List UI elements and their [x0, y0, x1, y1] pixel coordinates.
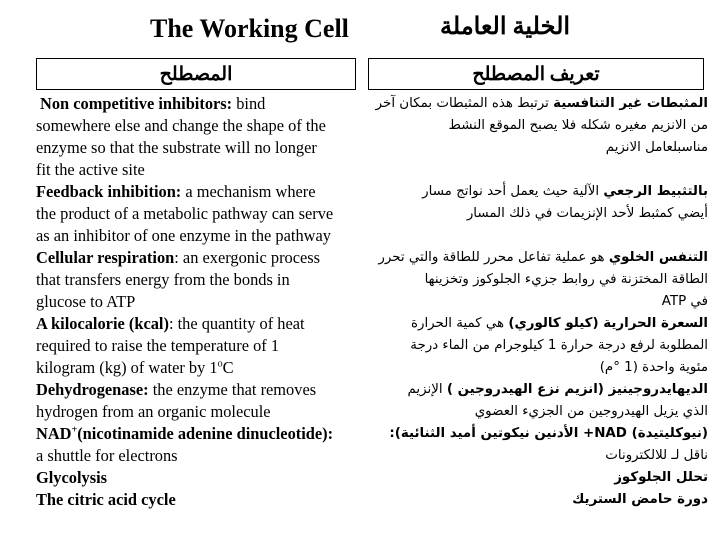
arabic-line: في ATP [661, 294, 708, 309]
page-title-english: The Working Cell [150, 14, 349, 43]
arabic-definitions-column [362, 93, 708, 511]
english-line: as an inhibitor of one enzyme in the pathway [36, 226, 331, 245]
english-line: hydrogen from an organic molecule [36, 402, 271, 421]
arabic-line: المثبطات غير التنافسية ترتبط هذه المثبطات بمكان آخر [375, 96, 708, 111]
term-citric-acid-cycle: The citric acid cycle [36, 490, 176, 509]
english-line: kilogram (kg) of water by 1$^o$C [36, 358, 234, 377]
english-line: required to raise the temperature of 1 [36, 336, 280, 355]
term-noncompetitive-inhibitors: Non competitive inhibitors: [40, 94, 233, 113]
arabic-line: ناقل لـ للالكترونات [605, 448, 708, 463]
english-line: Dehydrogenase: the enzyme that removes [36, 380, 317, 399]
english-line: Cellular respiration: an exergonic process [36, 248, 321, 267]
english-line: Non competitive inhibitors: bind [40, 94, 266, 113]
english-line: glucose to ATP [36, 292, 136, 311]
arabic-line: مناسبلعامل الانزيم [605, 140, 708, 155]
page-title-arabic: الخلية العاملة [440, 14, 571, 40]
english-definitions-column [36, 93, 366, 511]
arabic-line: السعرة الحرارية (كيلو كالوري) هي كمية الحرارة [410, 316, 708, 331]
term-dehydrogenase: Dehydrogenase: [36, 380, 149, 399]
arabic-line: تحلل الجلوكوز [614, 470, 708, 485]
term-cellular-respiration: Cellular respiration [36, 248, 175, 267]
arabic-line: دورة حامض الستريك [572, 492, 708, 507]
english-line: Feedback inhibition: a mechanism where [36, 182, 316, 201]
arabic-line: الذي يزيل الهيدروجين من الجزيء العضوي [474, 404, 708, 419]
english-line: a shuttle for electrons [36, 446, 178, 465]
arabic-line: أيضي كمثبط لأحد الإنزيمات في ذلك المسار [466, 206, 708, 221]
definition-column-header: تعريف المصطلح [368, 58, 704, 90]
english-line: enzyme so that the substrate will no longer [36, 138, 317, 157]
arabic-line: بالتثبيط الرجعي الآلية حيث يعمل أحد نواتج مسار [422, 184, 708, 199]
arabic-line: من الانزيم مغيره شكله فلا يصبح الموقع النشط [448, 118, 708, 133]
english-line: somewhere else and change the shape of the [36, 116, 326, 135]
arabic-line: التنفس الخلوي هو عملية تفاعل محرر للطاقة والتي تحرر [378, 250, 708, 265]
arabic-line [362, 225, 708, 247]
term-kilocalorie: A kilocalorie (kcal) [36, 314, 169, 333]
english-line: the product of a metabolic pathway can serve [36, 204, 334, 223]
arabic-line: المطلوبة لرفع درجة حرارة 1 كيلوجرام من الماء درجة [410, 338, 708, 353]
english-line: that transfers energy from the bonds in [36, 270, 290, 289]
english-line: A kilocalorie (kcal): the quantity of heat [36, 314, 305, 333]
arabic-line [362, 159, 708, 181]
arabic-line: الديهايدروجينيز (انزيم نزع الهيدروجين ) الإنزيم [407, 382, 708, 397]
english-line: fit the active site [36, 160, 145, 179]
term-glycolysis: Glycolysis [36, 468, 108, 487]
term-nad: NAD+(nicotinamide adenine dinucleotide): [36, 424, 334, 443]
arabic-line: مئوية واحدة (1 °م) [599, 360, 708, 375]
term-column-header: المصطلح [36, 58, 356, 90]
term-feedback-inhibition: Feedback inhibition: [36, 182, 182, 201]
arabic-line: (نيوكليتيدة) NAD+ الأدنين نيكوتين أميد الثنائية): [389, 426, 708, 441]
arabic-line: الطاقة المختزنة في روابط جزيء الجلوكوز وتخزينها [424, 272, 708, 287]
